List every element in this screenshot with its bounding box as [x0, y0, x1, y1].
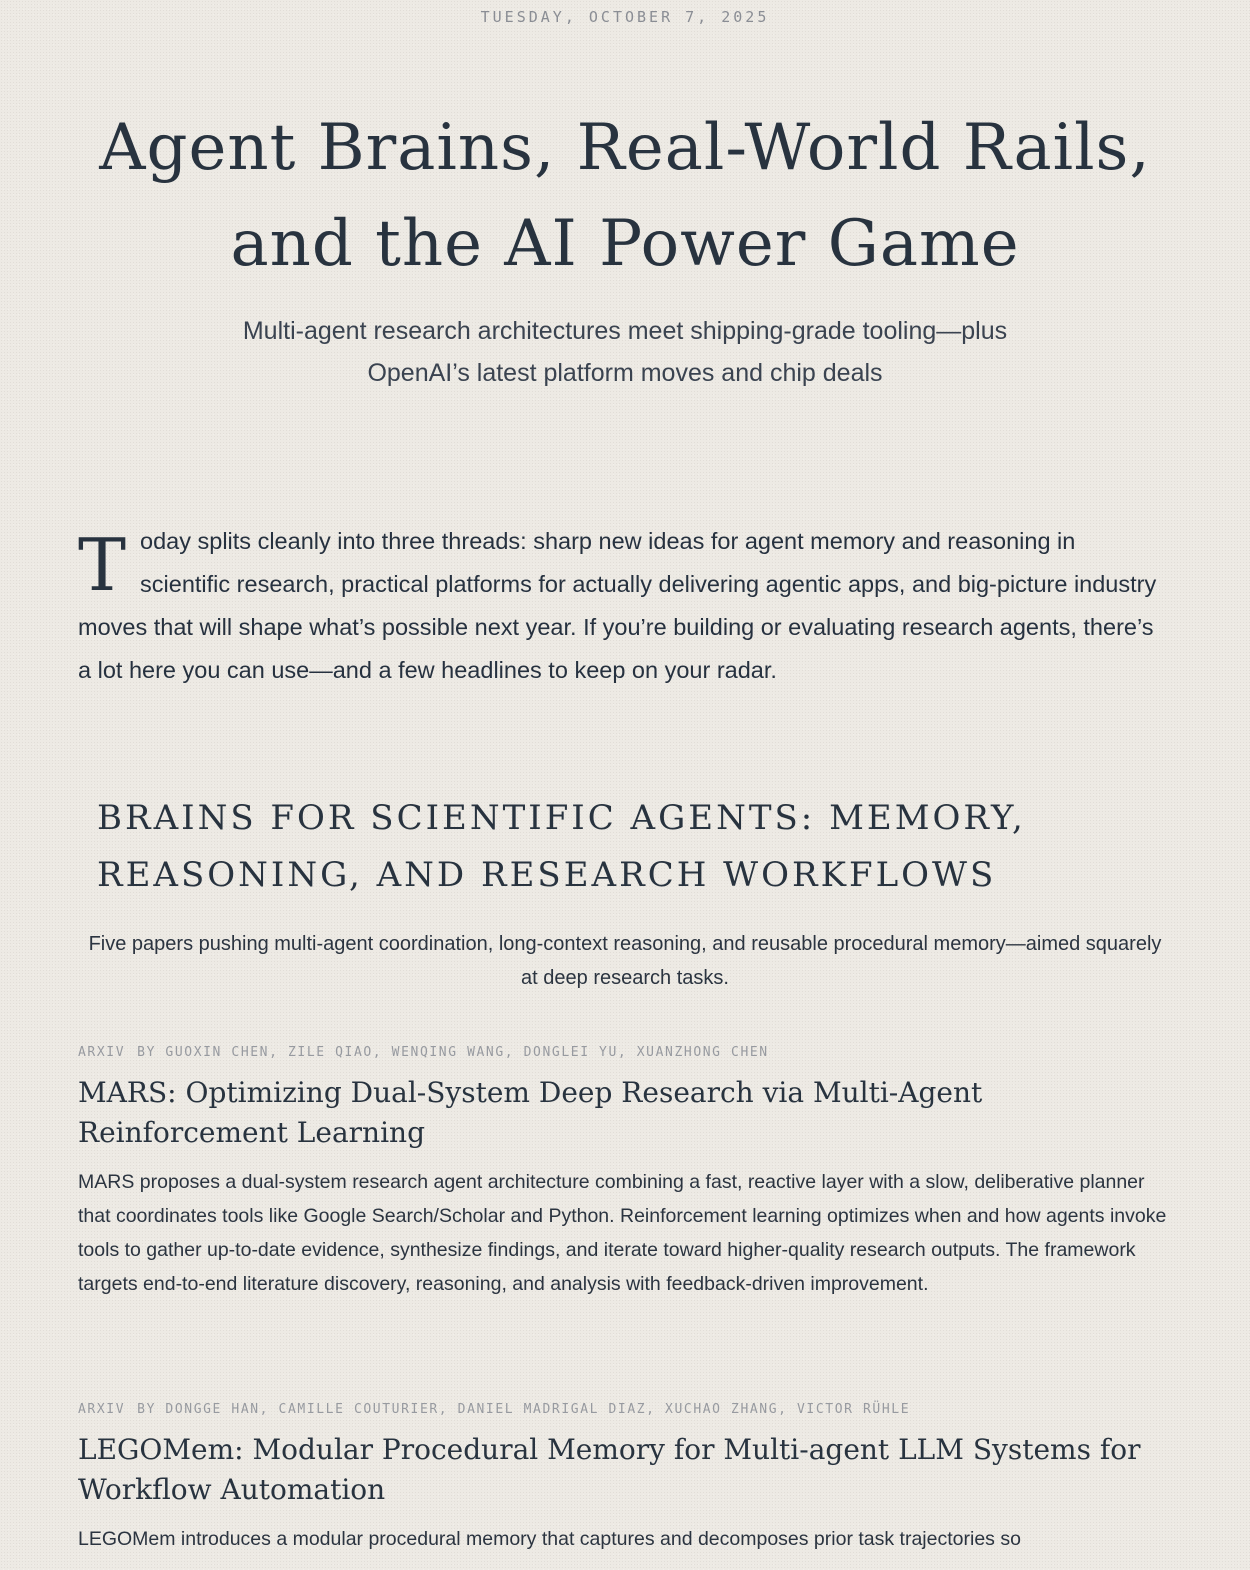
page-title: Agent Brains, Real-World Rails, and the AI Power Game	[99, 111, 1151, 281]
article-legomem	[78, 1402, 1168, 1556]
article-summary: MARS proposes a dual-system research agent architecture combining a fast, reactive layer with a slow, deliberative planner that coordinates tools like Google Search/Scholar and Python. Reinforcement learning optimizes when and how agents invoke tools to gather up-to-date evidence, synthesize findings, and iterate toward higher-quality research outputs. The framework targets end-to-end literature discovery, reasoning, and analysis with feedback-driven improvement.	[78, 1171, 1167, 1295]
article-summary: LEGOMem introduces a modular procedural memory that captures and decomposes prior task trajectories so	[78, 1528, 1021, 1550]
article-authors: BY GUOXIN CHEN, ZILE QIAO, WENQING WANG, DONGLEI YU, XUANZHONG CHEN	[137, 1045, 769, 1060]
article-title-link[interactable]: LEGOMem: Modular Procedural Memory for Multi-agent LLM Systems for Workflow Automation	[78, 1433, 1141, 1506]
article-mars	[78, 1045, 1168, 1301]
section-title: BRAINS FOR SCIENTIFIC AGENTS: MEMORY, REASONING, AND RESEARCH WORKFLOWS	[97, 798, 1026, 895]
article-meta	[78, 1045, 1168, 1063]
section-subtitle: Five papers pushing multi-agent coordination, long-context reasoning, and reusable procedural memory—aimed squarely at deep research tasks.	[88, 933, 1162, 989]
article-source: ARXIV	[78, 1045, 126, 1060]
article-authors: BY DONGGE HAN, CAMILLE COUTURIER, DANIEL MADRIGAL DIAZ, XUCHAO ZHANG, VICTOR RÜHLE	[137, 1402, 911, 1417]
intro-text: oday splits cleanly into three threads: sharp new ideas for agent memory and reasoning in scientific research, practical platforms for actually delivering agentic apps, and big-picture industry moves that will shape what’s possible next year. If you’re building or evaluating research agents, there’s a lot here you can use—and a few headlines to keep on your radar.	[78, 528, 1157, 683]
intro-paragraph	[78, 520, 1170, 692]
article-title-link[interactable]: MARS: Optimizing Dual-System Deep Research via Multi-Agent Reinforcement Learning	[78, 1076, 983, 1149]
issue-date: TUESDAY, OCTOBER 7, 2025	[480, 8, 770, 26]
article-meta	[78, 1402, 1168, 1420]
page-subtitle: Multi-agent research architectures meet shipping-grade tooling—plus OpenAI’s latest platform moves and chip deals	[242, 317, 1008, 387]
drop-cap: T	[78, 523, 127, 607]
article-source: ARXIV	[78, 1402, 126, 1417]
